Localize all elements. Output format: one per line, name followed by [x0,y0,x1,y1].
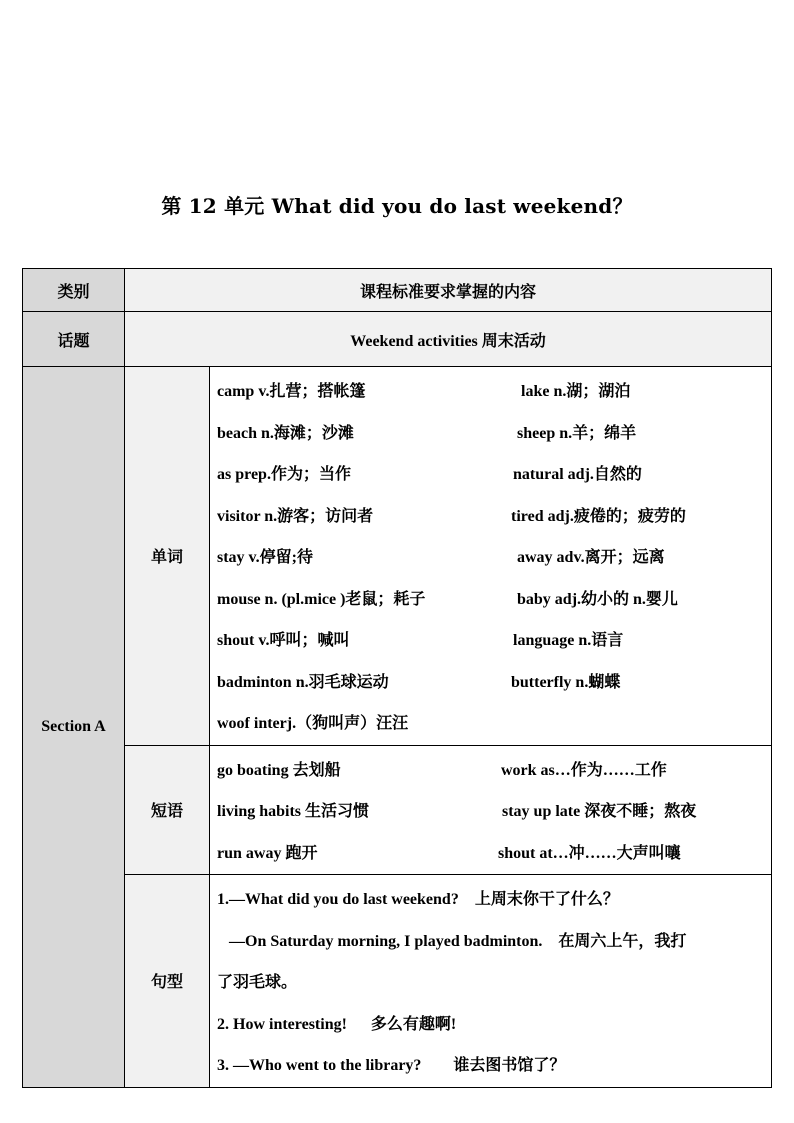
header-category: 类别 [23,269,125,312]
phrases-content [210,745,772,875]
phrases-label: 短语 [125,745,210,875]
phrase-row [217,791,771,833]
section-label: Section A [23,367,125,1088]
phrase-left: living habits 生活习惯 [217,803,370,820]
topic-label: 话题 [23,312,125,367]
header-content: 课程标准要求掌握的内容 [125,269,772,312]
phrase-row [217,750,771,792]
vocab-content [210,367,772,746]
vocab-left: beach n.海滩；沙滩 [217,424,354,442]
sentence-line: —On Saturday morning, I played badminton. 在周六上午，我打 [217,932,687,950]
vocab-row [217,454,771,496]
vocab-row [217,537,771,579]
phrase-right: stay up late 深夜不睡；熬夜 [502,803,697,820]
vocab-row [217,496,771,538]
vocab-left: mouse n. (pl.mice )老鼠；耗子 [217,590,426,608]
vocab-left: as prep.作为；当作 [217,466,351,483]
sentences-content [210,875,772,1088]
page-title: 第 12 单元 What did you do last weekend？ [161,194,633,218]
sentences-label: 句型 [125,875,210,1088]
vocab-right: lake n.湖；湖泊 [521,383,631,400]
phrase-left: run away 跑开 [217,844,318,862]
vocab-row [217,579,771,621]
sentence-line: 了羽毛球。 [217,974,298,991]
vocab-right: baby adj.幼小的 n.婴儿 [517,590,678,608]
vocab-left: woof interj.（狗叫声）汪汪 [217,715,409,732]
curriculum-table [22,268,772,1088]
vocab-right: butterfly n.蝴蝶 [511,673,621,691]
vocab-left: camp v.扎营；搭帐篷 [217,383,366,400]
vocab-left: stay v.停留;待 [217,549,314,566]
phrase-left: go boating 去划船 [217,761,341,779]
phrase-row [217,833,771,875]
vocab-label: 单词 [125,367,210,746]
vocab-row [217,371,771,413]
sentence-line: 2. How interesting! 多么有趣啊! [217,1015,457,1033]
sentence-line: 1.—What did you do last weekend? 上周末你干了什么？ [217,891,619,908]
phrase-right: shout at…冲……大声叫嚷 [498,844,681,862]
vocab-right: natural adj.自然的 [513,466,642,483]
vocab-left: shout v.呼叫；喊叫 [217,632,350,649]
vocab-row [217,662,771,704]
vocab-left: badminton n.羽毛球运动 [217,673,389,691]
vocab-row [217,703,771,745]
topic-value: Weekend activities 周末活动 [125,312,772,367]
vocab-right: tired adj.疲倦的；疲劳的 [511,507,686,525]
phrase-right: work as…作为……工作 [501,761,667,779]
vocab-right: away adv.离开；远离 [517,549,665,566]
vocab-right: language n.语言 [513,632,624,649]
sentence-line: 3. —Who went to the library? 谁去图书馆了？ [217,1057,566,1074]
vocab-row [217,620,771,662]
vocab-row [217,413,771,455]
vocab-left: visitor n.游客；访问者 [217,507,374,525]
vocab-right: sheep n.羊；绵羊 [517,424,637,442]
